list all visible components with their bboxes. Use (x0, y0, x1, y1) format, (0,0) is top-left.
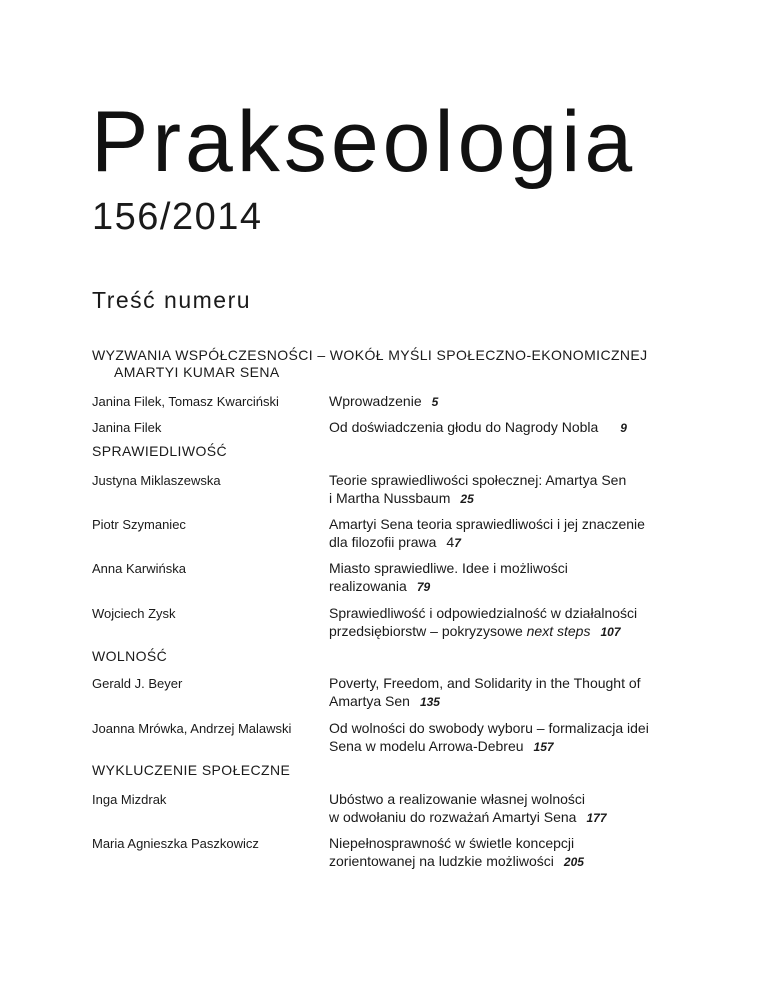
entry-title-text: Teorie sprawiedliwości społecznej: Amartya Sen (329, 472, 627, 488)
entry-title-text: Amartyi Sena teoria sprawiedliwości i jej znaczenie (329, 516, 645, 532)
entry-title-text: realizowania (329, 577, 407, 594)
section-title-justice (92, 443, 227, 460)
section-title-challenges (92, 347, 648, 381)
entry-title-text: w odwołaniu do rozważań Amartyi Sena (329, 808, 577, 825)
entry-page-number: 5 (431, 395, 439, 409)
entry-title-text: i Martha Nussbaum (329, 489, 451, 506)
entry-title-text: Poverty, Freedom, and Solidarity in the Thought of (329, 675, 641, 691)
entry-title-text: Sprawiedliwość i odpowiedzialność w działalności (329, 605, 638, 621)
entry-author: Anna Karwińska (92, 561, 186, 576)
entry-title (329, 605, 689, 641)
entry-title-text: Ubóstwo a realizowanie własnej wolności (329, 791, 586, 807)
journal-title: Prakseologia (91, 94, 637, 190)
entry-author: Joanna Mrówka, Andrzej Malawski (92, 721, 292, 736)
issue-number: 156/2014 (92, 196, 263, 238)
entry-page-number-prefix: 4 (446, 533, 455, 550)
entry-page-number: 157 (533, 739, 554, 754)
entry-page-number: 135 (419, 694, 440, 709)
section-title-line: SPRAWIEDLIWOŚĆ (92, 443, 227, 459)
entry-title-text: Od doświadczenia głodu do Nagrody Nobla (329, 419, 599, 435)
entry-author: Janina Filek (92, 420, 162, 435)
entry-title-text: Niepełnosprawność w świetle koncepcji (329, 835, 575, 851)
entry-title-text: przedsiębiorstw – pokryzysowe (329, 622, 523, 639)
entry-title-text: Sena w modelu Arrowa-Debreu (329, 737, 524, 754)
section-title-freedom (92, 648, 167, 665)
entry-page-number: 9 (620, 421, 627, 435)
entry-author: Janina Filek, Tomasz Kwarciński (92, 394, 279, 409)
entry-title (329, 419, 709, 438)
entry-title-text: zorientowanej na ludzkie możliwości (329, 852, 554, 869)
entry-title (329, 393, 689, 412)
entry-page-number: 177 (586, 810, 607, 825)
entry-title-text: dla filozofii prawa (329, 533, 437, 550)
entry-title (329, 720, 689, 756)
entry-author: Piotr Szymaniec (92, 517, 186, 532)
entry-title (329, 560, 689, 596)
entry-title (329, 472, 689, 508)
section-title-line: WYKLUCZENIE SPOŁECZNE (92, 762, 291, 778)
entry-title (329, 675, 689, 711)
entry-author: Wojciech Zysk (92, 606, 176, 621)
section-title-line: WYZWANIA WSPÓŁCZESNOŚCI – WOKÓŁ MYŚLI SPOŁECZNO-EKONOMICZNEJ (92, 347, 648, 363)
entry-title-text: Od wolności do swobody wyboru – formalizacja idei (329, 720, 649, 736)
entry-title-italic: next steps (526, 622, 591, 639)
entry-author: Inga Mizdrak (92, 792, 167, 807)
entry-title (329, 791, 689, 827)
entry-title-text: Miasto sprawiedliwe. Idee i możliwości (329, 560, 568, 576)
entry-title-text: Wprowadzenie (329, 393, 422, 409)
entry-author: Maria Agnieszka Paszkowicz (92, 836, 259, 851)
entry-page-number: 79 (416, 579, 431, 594)
entry-page-number: 205 (563, 854, 584, 869)
section-title-line: WOLNOŚĆ (92, 648, 168, 664)
entry-page-number: 107 (600, 624, 621, 639)
entry-title (329, 835, 689, 871)
entry-title-text: Amartya Sen (329, 692, 410, 709)
entry-author: Justyna Miklaszewska (92, 473, 221, 488)
entry-page-number: 25 (460, 491, 474, 506)
entry-author: Gerald J. Beyer (92, 676, 183, 691)
section-title-exclusion (92, 762, 290, 779)
entry-title (329, 516, 689, 552)
section-title-line: AMARTYI KUMAR SENA (114, 364, 280, 380)
contents-heading: Treść numeru (92, 287, 252, 313)
entry-page-number: 7 (454, 535, 461, 550)
